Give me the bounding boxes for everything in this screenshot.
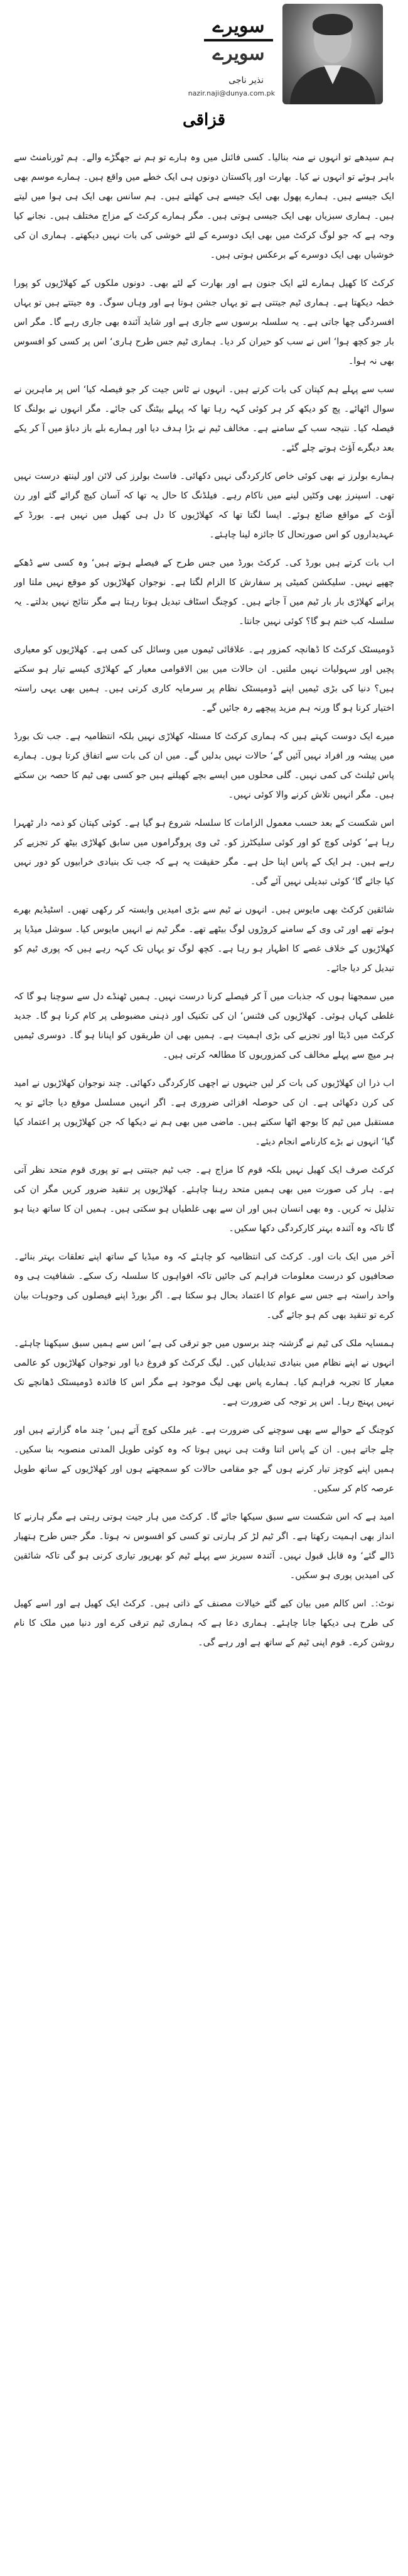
body-paragraph: ڈومیسٹک کرکٹ کا ڈھانچہ کمزور ہے۔ علاقائی ٹیموں میں وسائل کی کمی ہے۔ کھلاڑیوں کو معیاری پچیں اور سہولیات نہیں ملتیں۔ ان حالات میں بین الاقوامی معیار کے کھلاڑی کیسے تیار ہو سکتے ہیں؟ دنیا کی بڑی ٹیمیں اپنے ڈومیسٹک نظام پر سرمایہ کاری کرتی ہیں۔ ہمیں بھی یہی راستہ اختیار کرنا ہو گا ورنہ ہم مزید پیچھے رہ جائیں گے۔ bbox=[14, 645, 394, 713]
body-paragraph: ہمسایہ ملک کی ٹیم نے گزشتہ چند برسوں میں جو ترقی کی ہے‘ اس سے ہمیں سبق سیکھنا چاہئے۔ انہوں نے اپنے نظام میں بنیادی تبدیلیاں کیں۔ لیگ کرکٹ کو فروغ دیا اور نوجوان کھلاڑیوں کو عالمی معیار کا تجربہ فراہم کیا۔ ہمارے پاس بھی لیگ موجود ہے مگر اس کا فائدہ ڈومیسٹک ڈھانچے تک نہیں پہنچ رہا۔ اس پر توجہ کی ضرورت ہے۔ bbox=[14, 1339, 394, 1407]
column-logo-line1: سویرے bbox=[212, 15, 265, 37]
body-paragraph: ہمارے بولرز نے بھی کوئی خاص کارکردگی نہیں دکھائی۔ فاسٹ بولرز کی لائن اور لینتھ درست نہیں تھی۔ اسپنرز بھی وکٹیں لینے میں ناکام رہے۔ فیلڈنگ کا حال یہ تھا کہ آسان کیچ گرائے گئے اور رن آؤٹ کے مواقع ضائع ہوئے۔ ایسا لگتا تھا کہ کھلاڑیوں کا دل ہی کھیل میں نہیں ہے۔ بورڈ کے عہدیداروں کو اس صورتحال کا جائزہ لینا چاہئے۔ bbox=[14, 471, 394, 540]
body-paragraph: میں سمجھتا ہوں کہ جذبات میں آ کر فیصلے کرنا درست نہیں۔ ہمیں ٹھنڈے دل سے سوچنا ہو گا کہ غلطی کہاں ہوئی۔ کھلاڑیوں کی فٹنس‘ ان کی تکنیک اور ذہنی مضبوطی پر کام کرنا ہو گا۔ جدید کرکٹ میں ڈیٹا اور تجزیے کی بڑی اہمیت ہے۔ ہمیں بھی ان طریقوں کو اپنانا ہو گا۔ دوسری ٹیمیں ہر میچ سے پہلے مخالف کی کمزوریوں کا مطالعہ کرتی ہیں۔ bbox=[14, 992, 394, 1060]
logo-divider bbox=[204, 39, 273, 41]
body-paragraph: شائقین کرکٹ بھی مایوس ہیں۔ انہوں نے ٹیم سے بڑی امیدیں وابستہ کر رکھی تھیں۔ اسٹیڈیم بھرے ہوئے تھے اور ٹی وی کے سامنے کروڑوں لوگ بیٹھے تھے۔ مگر ٹیم نے انہیں مایوس کیا۔ سوشل میڈیا پر کھلاڑیوں کے خلاف غصے کا اظہار ہو رہا ہے۔ کچھ لوگ تو یہاں تک کہہ رہے ہیں کہ پوری ٹیم کو تبدیل کر دیا جائے۔ bbox=[14, 905, 394, 973]
column-body bbox=[14, 148, 394, 2555]
body-paragraph: نوٹ:۔ اس کالم میں بیان کیے گئے خیالات مصنف کے ذاتی ہیں۔ کرکٹ ایک کھیل ہے اور اسے کھیل کی طرح ہی دیکھا جانا چاہئے۔ ہماری دعا ہے کہ ہماری ٹیم ترقی کرے اور دنیا میں ملک کا نام روشن کرے۔ قوم اپنی ٹیم کے ساتھ ہے اور رہے گی۔ bbox=[14, 1599, 394, 1648]
body-paragraph: سب سے پہلے ہم کپتان کی بات کرتے ہیں۔ انہوں نے ٹاس جیت کر جو فیصلہ کیا‘ اس پر ماہرین نے سوال اٹھائے۔ پچ کو دیکھ کر ہر کوئی کہہ رہا تھا کہ پہلے بیٹنگ کی جائے۔ مگر انہوں نے بولنگ کا فیصلہ کیا۔ نتیجہ سب کے سامنے ہے۔ مخالف ٹیم نے بڑا ہدف دیا اور ہمارے بلے باز دباؤ میں آ کر یکے بعد دیگرے آؤٹ ہوتے چلے گئے۔ bbox=[14, 385, 394, 453]
body-paragraph: ہم سیدھے تو انہوں نے منہ بنالیا۔ کسی فائنل میں وہ ہارے تو ہم نے جھگڑے والے۔ ہم ٹورنامنٹ سے باہر ہوئے تو انہوں نے کیا۔ بھارت اور پاکستان دونوں ہی ایک خطے میں واقع ہیں۔ ہمارے موسم بھی ایک جیسے ہیں۔ ہمارے پھول بھی ایک جیسے ہی کھلتے ہیں۔ ہم سانس بھی ایک ہی ہوا میں لیتے ہیں۔ ہماری سبزیاں بھی ایک جیسی ہوتی ہیں۔ مگر ہمارے کرکٹ کے مزاج مختلف ہیں۔ نجانے کیا وجہ ہے کہ جو لوگ کرکٹ میں بھی ایک دوسرے کے لئے خوشی کی بات نہیں دیکھتے۔ ہماری ان کی خوشیاں بھی ایک دوسرے کے برعکس ہوتی ہیں۔ bbox=[14, 153, 394, 260]
body-paragraph: اب ذرا ان کھلاڑیوں کی بات کر لیں جنہوں نے اچھی کارکردگی دکھائی۔ چند نوجوان کھلاڑیوں نے امید کی کرن دکھائی ہے۔ ان کی حوصلہ افزائی ضروری ہے۔ اگر انہیں مسلسل موقع دیا جائے تو یہ مستقبل میں ٹیم کا بوجھ اٹھا سکتے ہیں۔ ماضی میں بھی ہم نے دیکھا کہ جن کھلاڑیوں پر اعتماد کیا گیا‘ انہوں نے بڑے کارنامے انجام دیئے۔ bbox=[14, 1078, 394, 1147]
body-paragraph: کرکٹ کا کھیل ہمارے لئے ایک جنون ہے اور بھارت کے لئے بھی۔ دونوں ملکوں کے کھلاڑیوں کو پورا خطہ دیکھتا ہے۔ ہماری ٹیم جیتتی ہے تو یہاں جشن ہوتا ہے اور وہاں سوگ۔ وہ جیتتے ہیں تو یہاں افسردگی چھا جاتی ہے۔ یہ سلسلہ برسوں سے جاری ہے اور شاید آئندہ بھی جاری رہے گا۔ مگر اس بار جو کچھ ہوا‘ اس نے سب کو حیران کر دیا۔ ہماری ٹیم جس طرح ہاری‘ اس پر کسی کو افسوس بھی نہ ہوا۔ bbox=[14, 278, 394, 366]
author-photo-hair bbox=[313, 14, 353, 35]
column-logo-line2: سویرے bbox=[212, 43, 265, 65]
body-paragraph: میرے ایک دوست کہتے ہیں کہ ہماری کرکٹ کا مسئلہ کھلاڑی نہیں بلکہ انتظامیہ ہے۔ جب تک بورڈ میں پیشہ ور افراد نہیں آئیں گے‘ حالات نہیں بدلیں گے۔ میں ان کی بات سے اتفاق کرتا ہوں۔ ہمارے پاس ٹیلنٹ کی کمی نہیں۔ گلی محلوں میں ایسے بچے کھیلتے ہیں جو کسی بھی ٹیم کا حصہ بن سکتے ہیں۔ مگر انہیں تلاش کرنے والا کوئی نہیں۔ bbox=[14, 732, 394, 800]
body-paragraph: اب بات کرتے ہیں بورڈ کی۔ کرکٹ بورڈ میں جس طرح کے فیصلے ہوتے ہیں‘ وہ کسی سے ڈھکے چھپے نہیں۔ سلیکشن کمیٹی پر سفارش کا الزام لگتا ہے۔ نوجوان کھلاڑیوں کو موقع نہیں ملتا اور پرانے کھلاڑی بار بار ٹیم میں آ جاتے ہیں۔ کوچنگ اسٹاف تبدیل ہوتا رہتا ہے مگر نتائج نہیں بدلتے۔ یہ سلسلہ کب ختم ہو گا؟ کوئی نہیں جانتا۔ bbox=[14, 558, 394, 627]
author-email: nazir.naji@dunya.com.pk bbox=[188, 89, 275, 97]
column-header bbox=[0, 0, 408, 129]
body-paragraph: امید ہے کہ اس شکست سے سبق سیکھا جائے گا۔ کرکٹ میں ہار جیت ہوتی رہتی ہے مگر ہارنے کا انداز بھی اہمیت رکھتا ہے۔ اگر ٹیم لڑ کر ہارتی تو کسی کو افسوس نہ ہوتا۔ مگر جس طرح ہتھیار ڈالے گئے‘ وہ قابل قبول نہیں۔ آئندہ سیریز سے پہلے ٹیم کو بھرپور تیاری کرنی ہو گی تاکہ شائقین کی امیدیں پوری ہو سکیں۔ bbox=[14, 1512, 394, 1581]
body-paragraph: کوچنگ کے حوالے سے بھی سوچنے کی ضرورت ہے۔ غیر ملکی کوچ آتے ہیں‘ چند ماہ گزارتے ہیں اور چلے جاتے ہیں۔ ان کے پاس اتنا وقت ہی نہیں ہوتا کہ وہ کوئی طویل المدتی منصوبہ بنا سکیں۔ ہمیں اپنے کوچز تیار کرنے ہوں گے جو مقامی حالات کو سمجھتے ہوں اور کھلاڑیوں کے ساتھ طویل عرصہ کام کر سکیں۔ bbox=[14, 1425, 394, 1494]
body-paragraph: اس شکست کے بعد حسب معمول الزامات کا سلسلہ شروع ہو گیا ہے۔ کوئی کپتان کو ذمہ دار ٹھہرا رہا ہے‘ کوئی کوچ کو اور کوئی سلیکٹرز کو۔ ٹی وی پروگراموں میں سابق کھلاڑی بیٹھ کر تجزیے کر رہے ہیں۔ ہر ایک کے پاس اپنا حل ہے۔ مگر حقیقت یہ ہے کہ جب تک بنیادی خرابیوں کو دور نہیں کیا جائے گا‘ کوئی تبدیلی نہیں آئے گی۔ bbox=[14, 818, 394, 887]
column-logo bbox=[201, 9, 276, 72]
body-paragraph: کرکٹ صرف ایک کھیل نہیں بلکہ قوم کا مزاج ہے۔ جب ٹیم جیتتی ہے تو پوری قوم متحد نظر آتی ہے۔ ہار کی صورت میں بھی ہمیں متحد رہنا چاہئے۔ کھلاڑیوں پر تنقید ضرور کریں مگر ان کی تذلیل نہ کریں۔ وہ بھی انسان ہیں اور ان سے بھی غلطیاں ہو سکتی ہیں۔ ہمیں ان کا ساتھ دینا ہو گا تاکہ وہ آئندہ بہتر کارکردگی دکھا سکیں۔ bbox=[14, 1165, 394, 1234]
author-photo bbox=[282, 4, 383, 104]
body-paragraph: آخر میں ایک بات اور۔ کرکٹ کی انتظامیہ کو چاہئے کہ وہ میڈیا کے ساتھ اپنے تعلقات بہتر بنائے۔ صحافیوں کو درست معلومات فراہم کی جائیں تاکہ افواہوں کا سلسلہ رک سکے۔ شفافیت ہی وہ واحد راستہ ہے جس سے عوام کا اعتماد بحال ہو سکتا ہے۔ اگر بورڈ اپنے فیصلوں کی وجوہات بیان کرے تو تنقید بھی کم ہو جائے گی۔ bbox=[14, 1252, 394, 1320]
author-name: نذیر ناجی bbox=[228, 75, 264, 85]
column-title: قزاقی bbox=[182, 111, 226, 129]
